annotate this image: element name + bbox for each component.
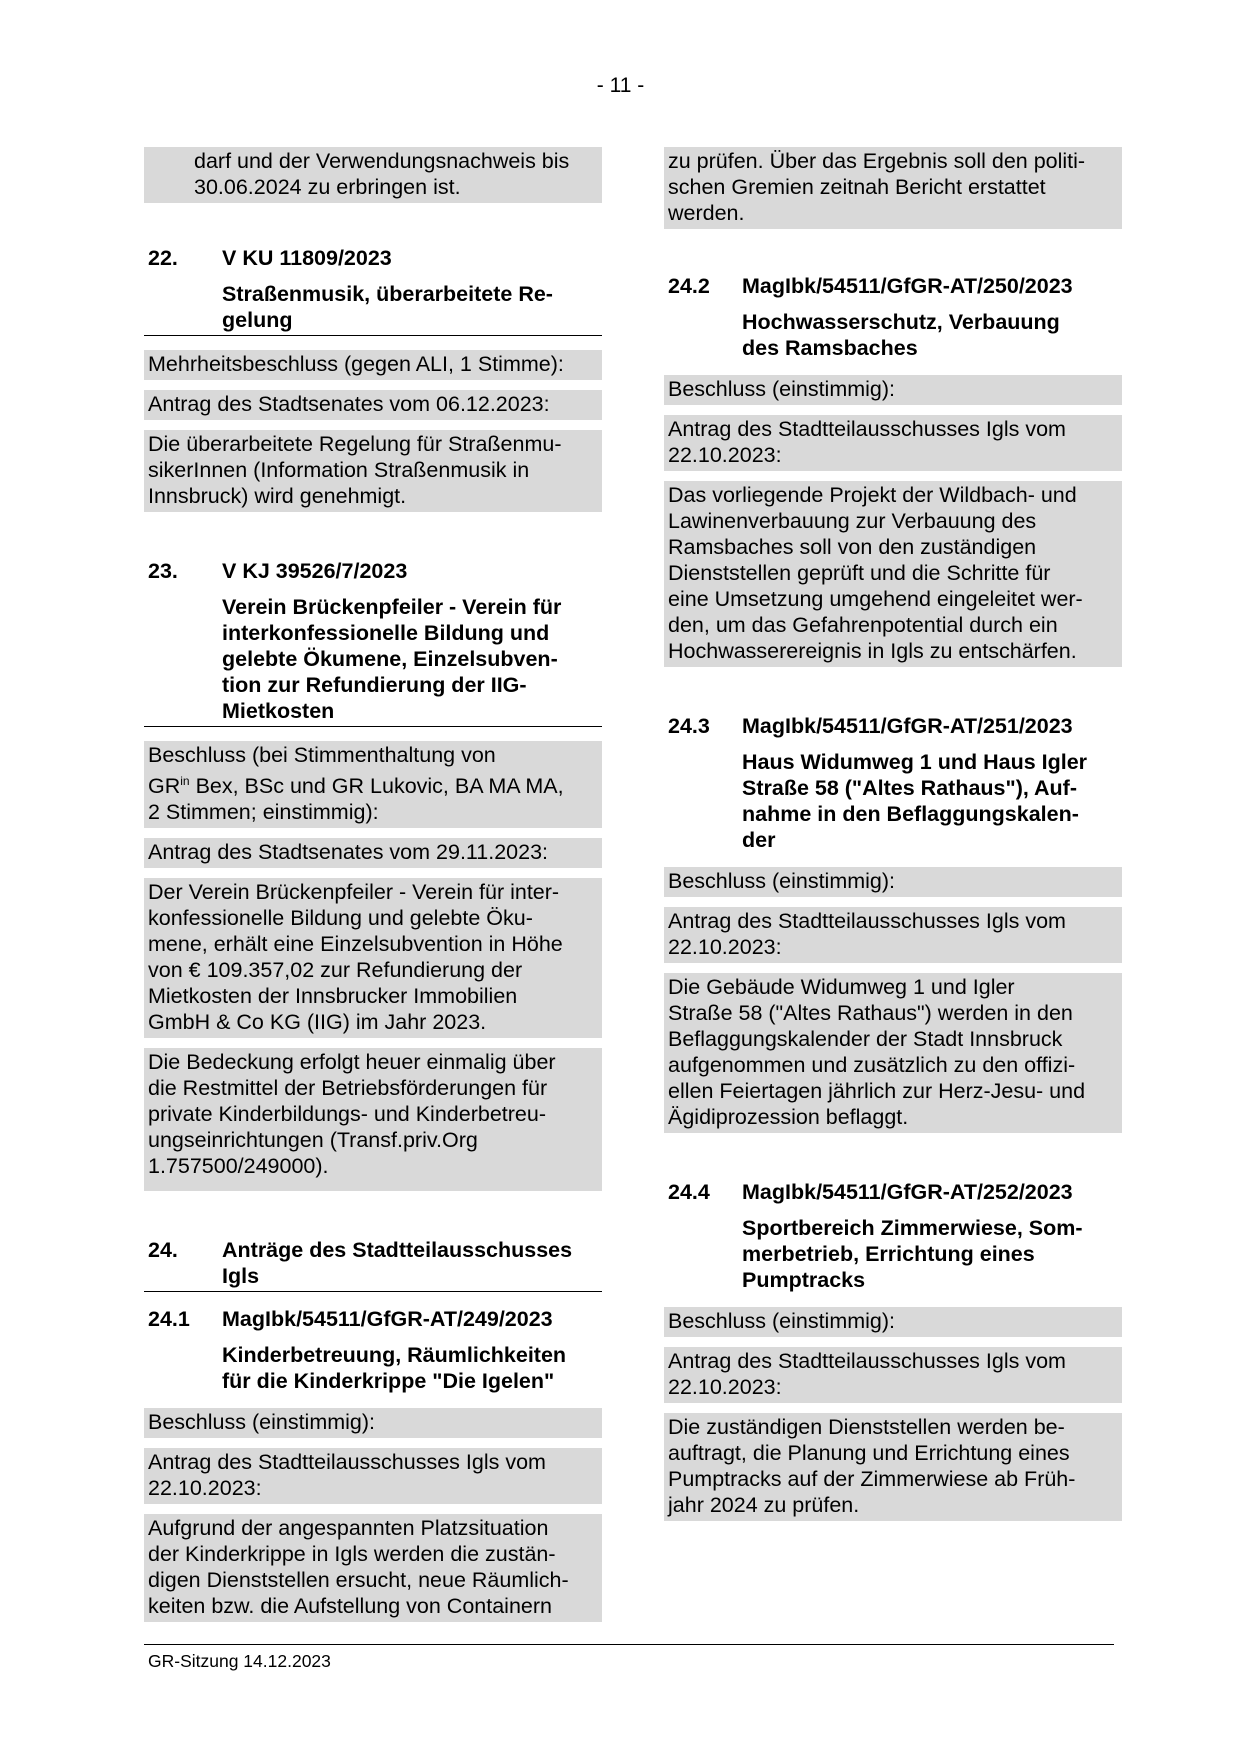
motion-text: Antrag des Stadtteilausschusses Igls vom 22.10.2023: <box>664 1347 1122 1403</box>
section-24-heading <box>144 1237 602 1292</box>
section-number: 24.2 <box>668 274 710 298</box>
right-column <box>664 147 1122 1531</box>
section-24-1-heading <box>144 1306 602 1396</box>
coverage-text: Die Bedeckung erfolgt heuer einmalig über die Restmittel der Betriebsförderungen für private Kinderbildungs- und Kinderbetreu- ungseinrichtungen (Transf.priv.Org 1.757500/249000). <box>144 1048 602 1191</box>
motion-text: Antrag des Stadtsenates vom 29.11.2023: <box>144 838 602 868</box>
resolution-text: Die überarbeitete Regelung für Straßenmu- sikerInnen (Information Straßenmusik in Innsbruck) wird genehmigt. <box>144 430 602 512</box>
section-title: Haus Widumweg 1 und Haus Igler Straße 58 ("Altes Rathaus"), Auf- nahme in den Beflaggungskalen- der <box>742 750 1088 852</box>
section-22-heading <box>144 245 602 336</box>
section-title: Straßenmusik, überarbeitete Re- gelung <box>222 282 553 332</box>
section-code: MagIbk/54511/GfGR-AT/250/2023 <box>742 274 1073 298</box>
vote-text: Beschluss (bei Stimmenthaltung von $GR^{in}$ Bex, BSc und GR Lukovic, BA MA MA, 2 Stimmen; einstimmig): <box>144 741 602 828</box>
section-title: Sportbereich Zimmerwiese, Som- merbetrieb, Errichtung eines Pumptracks <box>742 1216 1083 1292</box>
section-code: MagIbk/54511/GfGR-AT/251/2023 <box>742 714 1073 738</box>
vote-text: Beschluss (einstimmig): <box>664 1307 1122 1337</box>
resolution-text: Das vorliegende Projekt der Wildbach- und Lawinenverbauung zur Verbauung des Ramsbaches soll von den zuständigen Dienststellen geprüft und die Schritte für eine Umsetzung umgehend eingeleitet wer- den, um das Gefahrenpotential durch ein Hochwasserereignis in Igls zu entschärfen. <box>664 481 1122 667</box>
section-code: MagIbk/54511/GfGR-AT/252/2023 <box>742 1180 1073 1204</box>
continued-text: darf und der Verwendungsnachweis bis 30.06.2024 zu erbringen ist. <box>144 147 602 203</box>
vote-text: Beschluss (einstimmig): <box>144 1408 602 1438</box>
footer-text: GR-Sitzung 14.12.2023 <box>148 1651 331 1671</box>
section-title: Kinderbetreuung, Räumlichkeiten für die Kinderkrippe "Die Igelen" <box>222 1343 567 1394</box>
section-24-4-heading <box>664 1179 1122 1295</box>
section-title: Verein Brückenpfeiler - Verein für interkonfessionelle Bildung und gelebte Ökumene, Einzelsubven- tion zur Refundierung der IIG- Mietkosten <box>222 595 562 723</box>
section-number: 24.3 <box>668 714 710 738</box>
section-number: 22. <box>148 246 178 270</box>
motion-text: Antrag des Stadtteilausschusses Igls vom 22.10.2023: <box>144 1448 602 1504</box>
resolution-text: Aufgrund der angespannten Platzsituation der Kinderkrippe in Igls werden die zustän- digen Dienststellen ersucht, neue Räumlich- keiten bzw. die Aufstellung von Containern <box>144 1514 602 1622</box>
motion-text: Antrag des Stadtteilausschusses Igls vom 22.10.2023: <box>664 415 1122 471</box>
vote-text: Mehrheitsbeschluss (gegen ALI, 1 Stimme): <box>144 350 602 380</box>
page-footer <box>144 1644 1114 1672</box>
left-column <box>144 147 602 1632</box>
section-24-3-heading <box>664 713 1122 855</box>
vote-text: Beschluss (einstimmig): <box>664 375 1122 405</box>
motion-text: Antrag des Stadtteilausschusses Igls vom 22.10.2023: <box>664 907 1122 963</box>
section-code: MagIbk/54511/GfGR-AT/249/2023 <box>222 1307 553 1332</box>
section-number: 23. <box>148 559 178 583</box>
section-number: 24. <box>148 1238 178 1263</box>
resolution-text: Der Verein Brückenpfeiler - Verein für inter- konfessionelle Bildung und gelebte Öku- mene, erhält eine Einzelsubvention in Höhe von € 109.357,02 zur Refundierung der Mietkosten der Innsbrucker Immobilien GmbH & Co KG (IIG) im Jahr 2023. <box>144 878 602 1038</box>
page-number: - 11 - <box>596 74 645 97</box>
section-title: Anträge des Stadtteilausschusses Igls <box>222 1238 573 1289</box>
resolution-text: Die Gebäude Widumweg 1 und Igler Straße 58 ("Altes Rathaus") werden in den Beflaggungskalender der Stadt Innsbruck aufgenommen und zusätzlich zu den offizi- ellen Feiertagen jährlich zur Herz-Jesu- und Ägidiprozession beflaggt. <box>664 973 1122 1133</box>
section-number: 24.1 <box>148 1307 190 1332</box>
section-24-2-heading <box>664 273 1122 363</box>
continued-text: zu prüfen. Über das Ergebnis soll den politi- schen Gremien zeitnah Bericht erstattet werden. <box>664 147 1122 229</box>
section-title: Hochwasserschutz, Verbauung des Ramsbaches <box>742 310 1060 360</box>
vote-text: Beschluss (einstimmig): <box>664 867 1122 897</box>
resolution-text: Die zuständigen Dienststellen werden be- auftragt, die Planung und Errichtung eines Pumptracks auf der Zimmerwiese ab Früh- jahr 2024 zu prüfen. <box>664 1413 1122 1521</box>
section-code: V KJ 39526/7/2023 <box>222 559 408 583</box>
section-number: 24.4 <box>668 1180 710 1204</box>
section-code: V KU 11809/2023 <box>222 246 392 270</box>
section-23-heading <box>144 558 602 727</box>
motion-text: Antrag des Stadtsenates vom 06.12.2023: <box>144 390 602 420</box>
